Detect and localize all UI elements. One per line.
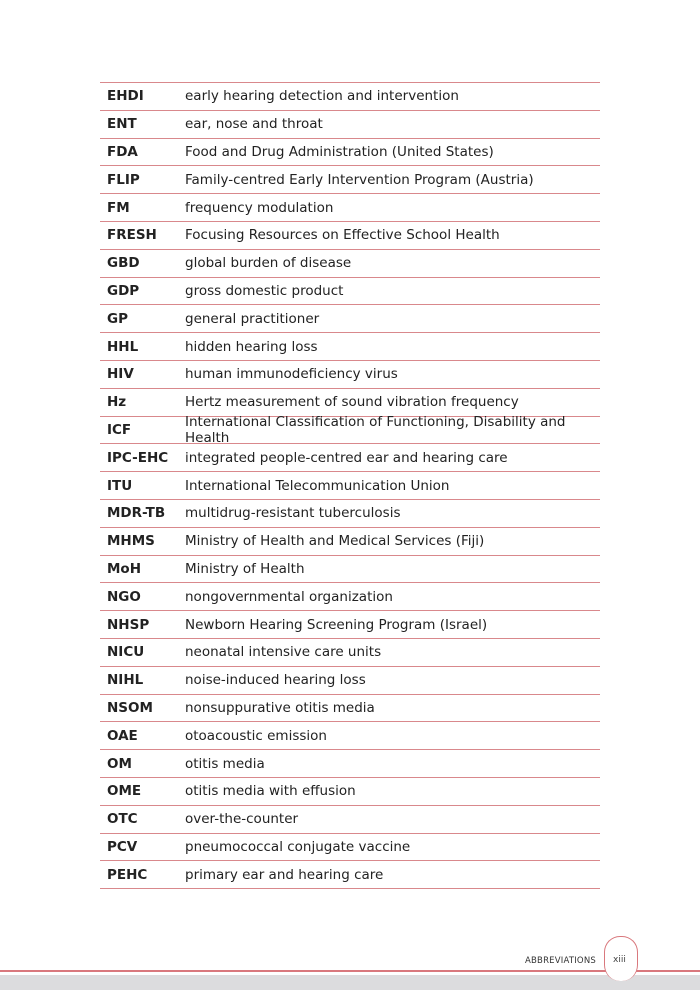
- abbreviation: IPC-EHC: [107, 449, 169, 466]
- abbreviation: FLIP: [107, 171, 140, 188]
- definition: Family-centred Early Intervention Program (Austria): [185, 171, 534, 188]
- abbreviation: ENT: [107, 116, 137, 133]
- definition: otitis media: [185, 755, 265, 772]
- table-row: [100, 528, 600, 556]
- table-row: [100, 111, 600, 139]
- table-row: [100, 389, 600, 417]
- table-row: [100, 361, 600, 389]
- table-row: [100, 278, 600, 306]
- table-row: [100, 861, 600, 889]
- definition: Food and Drug Administration (United States): [185, 143, 494, 160]
- footer-section-label: ABBREVIATIONS: [525, 956, 596, 966]
- abbreviation: OM: [107, 755, 132, 772]
- definition: over-the-counter: [185, 811, 299, 828]
- table-row: [100, 333, 600, 361]
- footer-band: [0, 975, 700, 990]
- definition: early hearing detection and intervention: [185, 88, 459, 105]
- abbreviation: MDR-TB: [107, 505, 166, 522]
- abbreviation: EHDI: [107, 88, 144, 105]
- table-row: [100, 500, 600, 528]
- abbreviations-table: [100, 82, 600, 889]
- table-row: [100, 806, 600, 834]
- table-row: [100, 722, 600, 750]
- definition: integrated people-centred ear and hearing care: [185, 449, 508, 466]
- definition: International Telecommunication Union: [185, 477, 450, 494]
- table-row: [100, 583, 600, 611]
- abbreviation: OTC: [107, 811, 138, 828]
- definition: nongovernmental organization: [185, 588, 393, 605]
- abbreviation: NIHL: [107, 672, 144, 689]
- abbreviation: FM: [107, 199, 130, 216]
- definition: multidrug-resistant tuberculosis: [185, 505, 401, 522]
- table-row: [100, 834, 600, 862]
- definition: Ministry of Health: [185, 560, 305, 577]
- table-row: [100, 611, 600, 639]
- abbreviation: PEHC: [107, 866, 148, 883]
- definition: Hertz measurement of sound vibration frequency: [185, 394, 519, 411]
- abbreviation: HHL: [107, 338, 139, 355]
- abbreviation: MHMS: [107, 533, 155, 550]
- abbreviation: OAE: [107, 727, 138, 744]
- table-row: [100, 166, 600, 194]
- abbreviation: NSOM: [107, 699, 153, 716]
- definition: International Classification of Functioning, Disability and Health: [185, 413, 566, 446]
- table-row: [100, 444, 600, 472]
- definition: frequency modulation: [185, 199, 334, 216]
- definition: gross domestic product: [185, 282, 344, 299]
- table-row: [100, 778, 600, 806]
- definition: pneumococcal conjugate vaccine: [185, 838, 411, 855]
- table-row: [100, 305, 600, 333]
- abbreviation: FRESH: [107, 227, 157, 244]
- table-row: [100, 750, 600, 778]
- definition: Newborn Hearing Screening Program (Israel): [185, 616, 488, 633]
- abbreviation: NICU: [107, 644, 145, 661]
- table-row: [100, 83, 600, 111]
- definition: nonsuppurative otitis media: [185, 699, 375, 716]
- page-number: xiii: [613, 955, 626, 965]
- definition: otitis media with effusion: [185, 783, 356, 800]
- table-row: [100, 413, 600, 446]
- table-row: [100, 667, 600, 695]
- table-row: [100, 250, 600, 278]
- definition: ear, nose and throat: [185, 116, 323, 133]
- abbreviation: MoH: [107, 560, 142, 577]
- abbreviation: PCV: [107, 838, 138, 855]
- definition: Ministry of Health and Medical Services (Fiji): [185, 533, 485, 550]
- definition: global burden of disease: [185, 255, 352, 272]
- definition: general practitioner: [185, 310, 320, 327]
- abbreviation: HIV: [107, 366, 134, 383]
- definition: primary ear and hearing care: [185, 866, 384, 883]
- abbreviation: ICF: [107, 421, 132, 438]
- abbreviation: ITU: [107, 477, 133, 494]
- abbreviation: OME: [107, 783, 142, 800]
- abbreviation: GBD: [107, 255, 140, 272]
- table-row: [100, 472, 600, 500]
- abbreviation: NGO: [107, 588, 141, 605]
- definition: noise-induced hearing loss: [185, 672, 366, 689]
- table-row: [100, 556, 600, 584]
- table-row: [100, 695, 600, 723]
- abbreviation: NHSP: [107, 616, 150, 633]
- table-row: [100, 222, 600, 250]
- table-row: [100, 639, 600, 667]
- footer-divider: [0, 970, 700, 972]
- table-row: [100, 194, 600, 222]
- definition: hidden hearing loss: [185, 338, 318, 355]
- definition: otoacoustic emission: [185, 727, 327, 744]
- abbreviation: GDP: [107, 282, 140, 299]
- definition: Focusing Resources on Effective School Health: [185, 227, 500, 244]
- abbreviation: FDA: [107, 143, 138, 160]
- definition: human immunodeficiency virus: [185, 366, 398, 383]
- abbreviation: Hz: [107, 394, 127, 411]
- abbreviation: GP: [107, 310, 128, 327]
- table-row: [100, 139, 600, 167]
- definition: neonatal intensive care units: [185, 644, 382, 661]
